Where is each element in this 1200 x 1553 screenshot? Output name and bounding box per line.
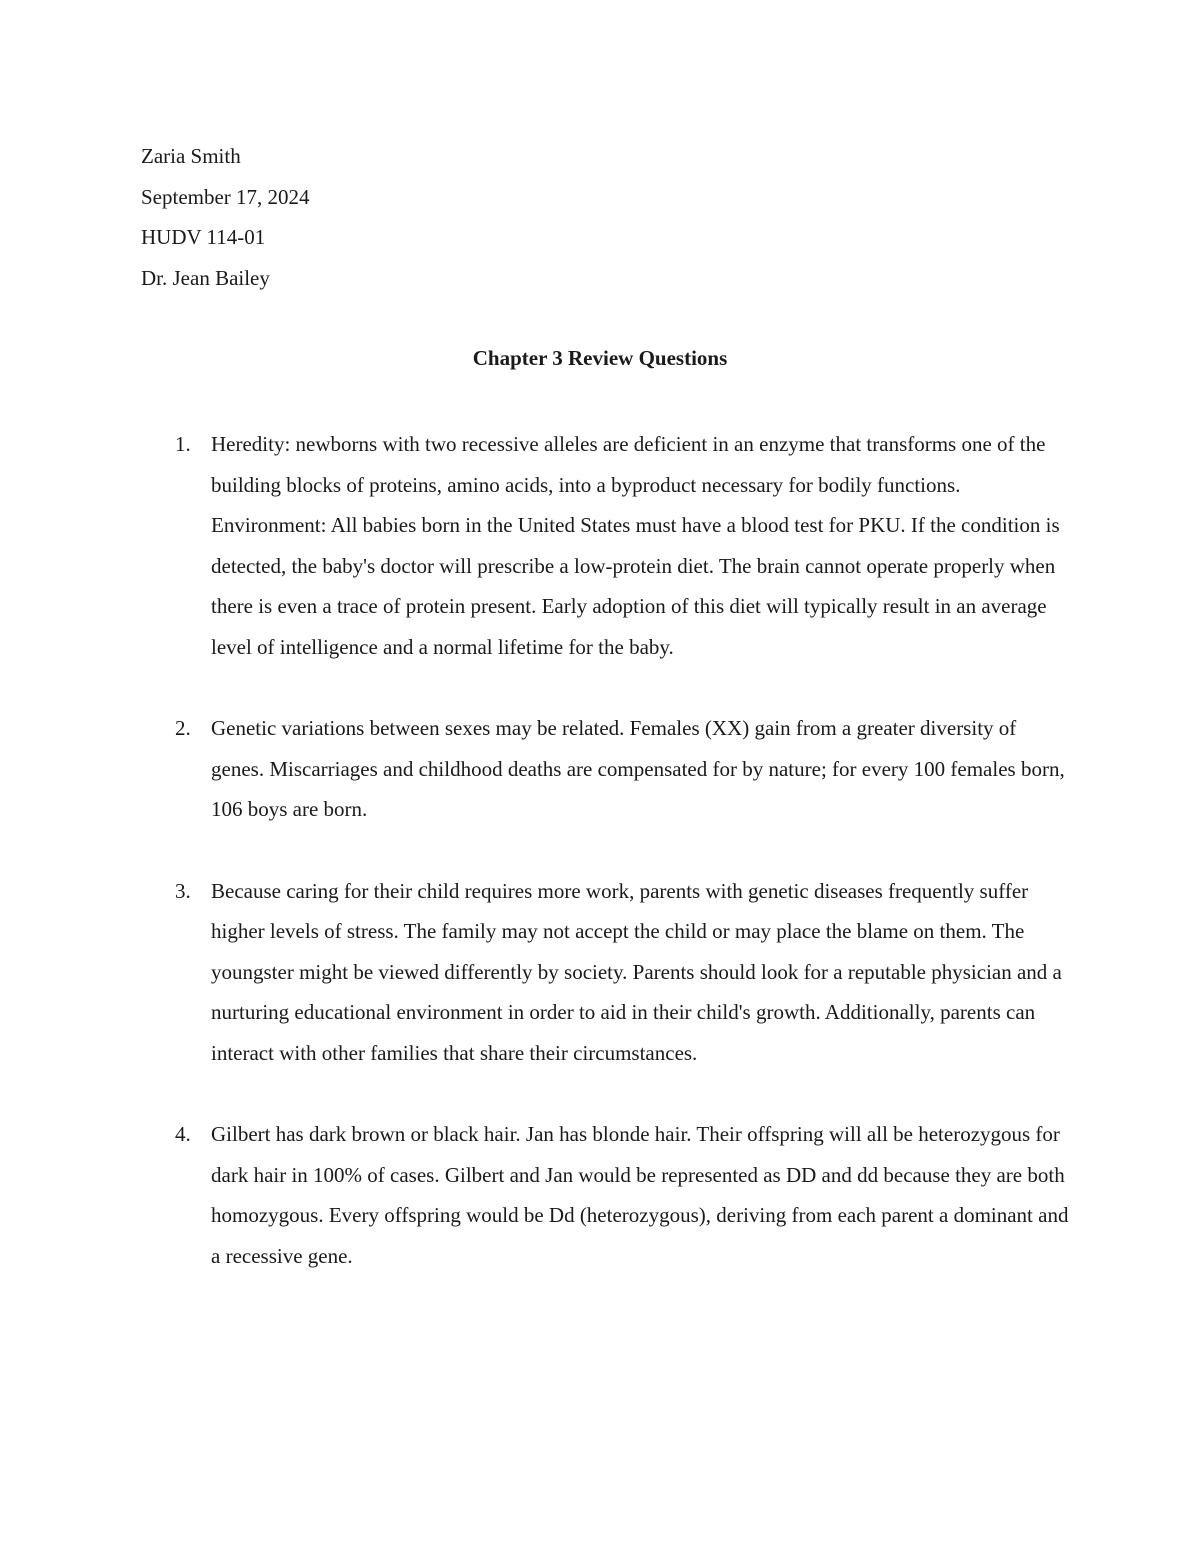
answer-text: Genetic variations between sexes may be related. Females (XX) gain from a greater diversity of genes. Miscarriages and childhood deaths are compensated for by nature; for every 100 females born, 106 boys are born. bbox=[211, 716, 1065, 822]
answer-number: 2. bbox=[175, 716, 191, 741]
assignment-date: September 17, 2024 bbox=[141, 184, 310, 209]
answer-number: 4. bbox=[175, 1122, 191, 1147]
answer-item-3 bbox=[141, 871, 1071, 1074]
answer-item-2 bbox=[141, 708, 1071, 830]
answer-text: Heredity: newborns with two recessive alleles are deficient in an enzyme that transforms one of the building blocks of proteins, amino acids, into a byproduct necessary for bodily functions. Environment: All babies born in the United States must have a blood test for PKU. If the condition is detected, the baby's doctor will prescribe a low-protein diet. The brain cannot operate properly when there is even a trace of protein present. Early adoption of this diet will typically result in an average level of intelligence and a normal lifetime for the baby. bbox=[211, 432, 1060, 659]
answer-item-4 bbox=[141, 1114, 1071, 1276]
answer-text: Because caring for their child requires more work, parents with genetic diseases frequently suffer higher levels of stress. The family may not accept the child or may place the blame on them. The youngster might be viewed differently by society. Parents should look for a reputable physician and a nurturing educational environment in order to aid in their child's growth. Additionally, parents can interact with other families that share their circumstances. bbox=[211, 878, 1062, 1065]
answer-item-1 bbox=[141, 424, 1071, 668]
student-name: Zaria Smith bbox=[141, 144, 241, 168]
answer-list bbox=[141, 424, 1071, 1317]
course-code: HUDV 114-01 bbox=[141, 225, 266, 249]
answer-number: 1. bbox=[175, 432, 191, 456]
heading-block bbox=[141, 140, 741, 302]
instructor-name: Dr. Jean Bailey bbox=[141, 265, 270, 290]
answer-text: Gilbert has dark brown or black hair. Jan has blonde hair. Their offspring will all be heterozygous for dark hair in 100% of cases. Gilbert and Jan would be represented as DD and dd because they are both homozygous. Every offspring would be Dd (heterozygous), deriving from each parent a dominant and a recessive gene. bbox=[211, 1122, 1069, 1268]
document-title: Chapter 3 Review Questions bbox=[472, 346, 728, 370]
answer-number: 3. bbox=[175, 878, 191, 903]
